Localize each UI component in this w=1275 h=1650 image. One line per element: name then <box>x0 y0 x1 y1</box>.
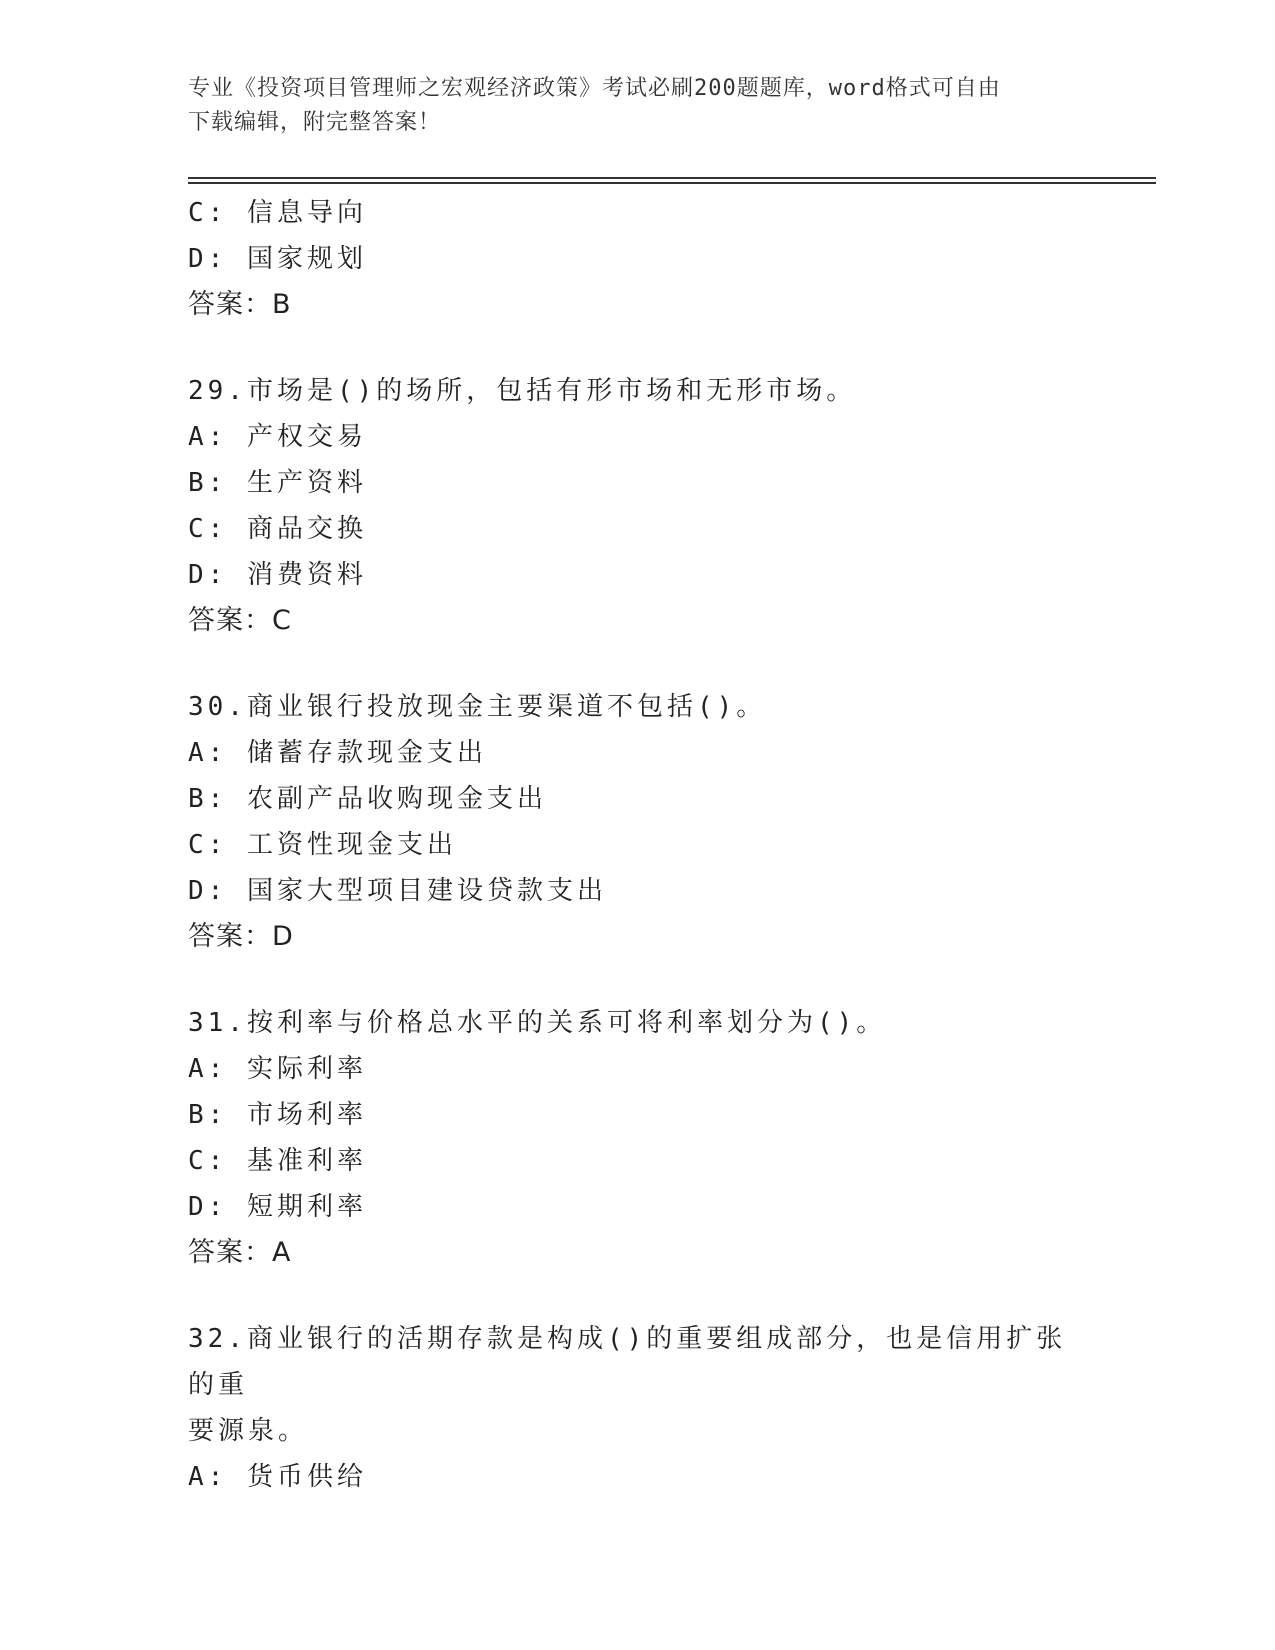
option-c: C: 基准利率 <box>188 1146 367 1176</box>
option-c: C: 信息导向 <box>188 198 367 228</box>
question-text: 31.按利率与价格总水平的关系可将利率划分为()。 <box>188 1008 887 1038</box>
spacer <box>188 960 1088 1000</box>
answer-line: 答案：C <box>188 605 292 636</box>
option-d: D: 国家大型项目建设贷款支出 <box>188 876 607 906</box>
option-a: A: 储蓄存款现金支出 <box>188 738 487 768</box>
spacer <box>188 644 1088 684</box>
header-line-2: 下载编辑，附完整答案！ <box>188 110 442 135</box>
option-a: A: 货币供给 <box>188 1462 367 1492</box>
question-block-28 <box>188 190 1088 328</box>
document-body <box>188 190 1088 1500</box>
option-b: B: 农副产品收购现金支出 <box>188 784 547 814</box>
header-line-1: 专业《投资项目管理师之宏观经济政策》考试必刷200题题库，word格式可自由 <box>188 76 1001 101</box>
option-b: B: 市场利率 <box>188 1100 367 1130</box>
option-d: D: 短期利率 <box>188 1192 367 1222</box>
spacer <box>188 328 1088 368</box>
question-block-30 <box>188 684 1088 960</box>
answer-line: 答案：A <box>188 1237 292 1268</box>
answer-line: 答案：B <box>188 289 292 320</box>
header-rule-top <box>188 177 1156 179</box>
question-block-32 <box>188 1316 1088 1500</box>
question-text: 29.市场是()的场所，包括有形市场和无形市场。 <box>188 376 857 406</box>
option-d: D: 国家规划 <box>188 244 367 274</box>
question-block-31 <box>188 1000 1088 1276</box>
option-a: A: 产权交易 <box>188 422 367 452</box>
option-c: C: 商品交换 <box>188 514 367 544</box>
question-text: 30.商业银行投放现金主要渠道不包括()。 <box>188 692 767 722</box>
document-header <box>188 72 1068 140</box>
question-block-29 <box>188 368 1088 644</box>
option-d: D: 消费资料 <box>188 560 367 590</box>
header-rule-bottom <box>188 182 1156 184</box>
spacer <box>188 1276 1088 1316</box>
question-text-line-2: 要源泉。 <box>188 1416 309 1446</box>
question-text-line-1: 32.商业银行的活期存款是构成()的重要组成部分，也是信用扩张的重 <box>188 1324 1067 1400</box>
option-b: B: 生产资料 <box>188 468 367 498</box>
answer-line: 答案：D <box>188 921 294 952</box>
option-a: A: 实际利率 <box>188 1054 367 1084</box>
option-c: C: 工资性现金支出 <box>188 830 457 860</box>
